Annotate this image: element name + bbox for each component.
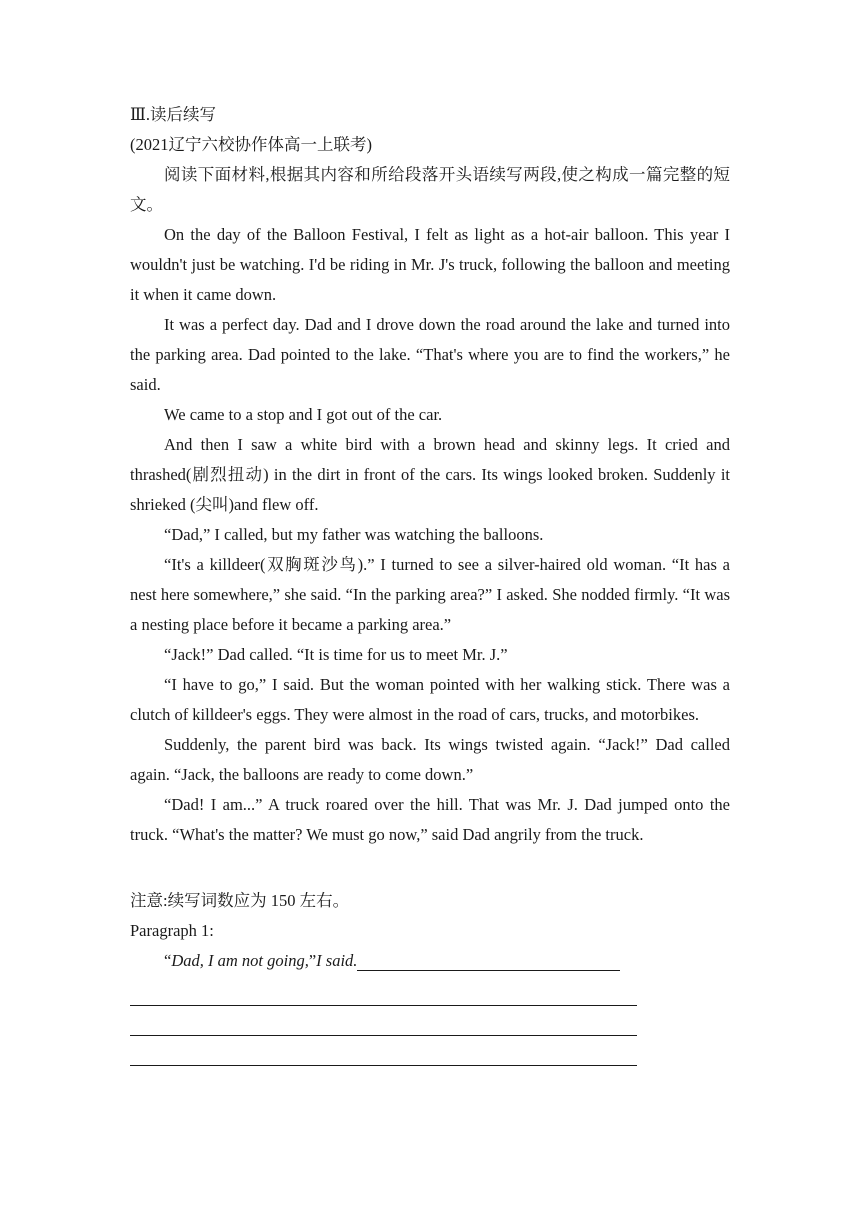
answer-blank[interactable] — [357, 948, 620, 971]
document-page — [130, 100, 730, 1066]
answer-line-2[interactable] — [130, 976, 637, 1006]
passage-paragraph-10: “Dad! I am...” A truck roared over the hill. That was Mr. J. Dad jumped onto the truck. “What's the matter? We must go now,” said Dad angrily from the truck. — [130, 795, 730, 844]
passage-paragraph-6: “It's a killdeer(双胸斑沙鸟).” I turned to see a silver-haired old woman. “It has a nest here somewhere,” she said. “In the parking area?” I asked. She nodded firmly. “It was a nesting place before it became a parking area.” — [130, 555, 730, 634]
passage-paragraph-7: “Jack!” Dad called. “It is time for us to meet Mr. J.” — [164, 645, 508, 664]
passage-paragraph-1: On the day of the Balloon Festival, I felt as light as a hot-air balloon. This year I wouldn't just be watching. I'd be riding in Mr. J's truck, following the balloon and meeting it when it came down. — [130, 225, 730, 304]
passage-paragraph-5: “Dad,” I called, but my father was watching the balloons. — [164, 525, 544, 544]
source-note: (2021辽宁六校协作体高一上联考) — [130, 135, 372, 154]
passage-paragraph-9: Suddenly, the parent bird was back. Its wings twisted again. “Jack!” Dad called again. “Jack, the balloons are ready to come down.” — [130, 735, 730, 784]
instruction-text: 阅读下面材料,根据其内容和所给段落开头语续写两段,使之构成一篇完整的短文。 — [130, 165, 730, 214]
paragraph-label: Paragraph 1: — [130, 921, 214, 940]
passage-paragraph-4: And then I saw a white bird with a brown head and skinny legs. It cried and thrashed(剧烈扭动) in the dirt in front of the cars. Its wings looked broken. Suddenly it shrieked (尖叫)and flew off. — [130, 435, 730, 514]
section-title: Ⅲ.读后续写 — [130, 105, 217, 124]
spacer — [130, 850, 730, 886]
opening-speaker: I said. — [316, 951, 358, 970]
answer-line-1[interactable] — [130, 946, 730, 976]
passage-paragraph-2: It was a perfect day. Dad and I drove down the road around the lake and turned into the parking area. Dad pointed to the lake. “That's where you are to find the workers,” he said. — [130, 315, 730, 394]
answer-line-4[interactable] — [130, 1036, 637, 1066]
opening-quote-close: ” — [308, 951, 317, 970]
opening-quote-open: “ — [164, 951, 172, 970]
word-count-note: 注意:续写词数应为 150 左右。 — [130, 891, 350, 910]
opening-quote-text: Dad, I am not going, — [171, 951, 309, 970]
answer-line-3[interactable] — [130, 1006, 637, 1036]
passage-paragraph-3: We came to a stop and I got out of the car. — [164, 405, 443, 424]
passage-paragraph-8: “I have to go,” I said. But the woman pointed with her walking stick. There was a clutch of killdeer's eggs. They were almost in the road of cars, trucks, and motorbikes. — [130, 675, 730, 724]
